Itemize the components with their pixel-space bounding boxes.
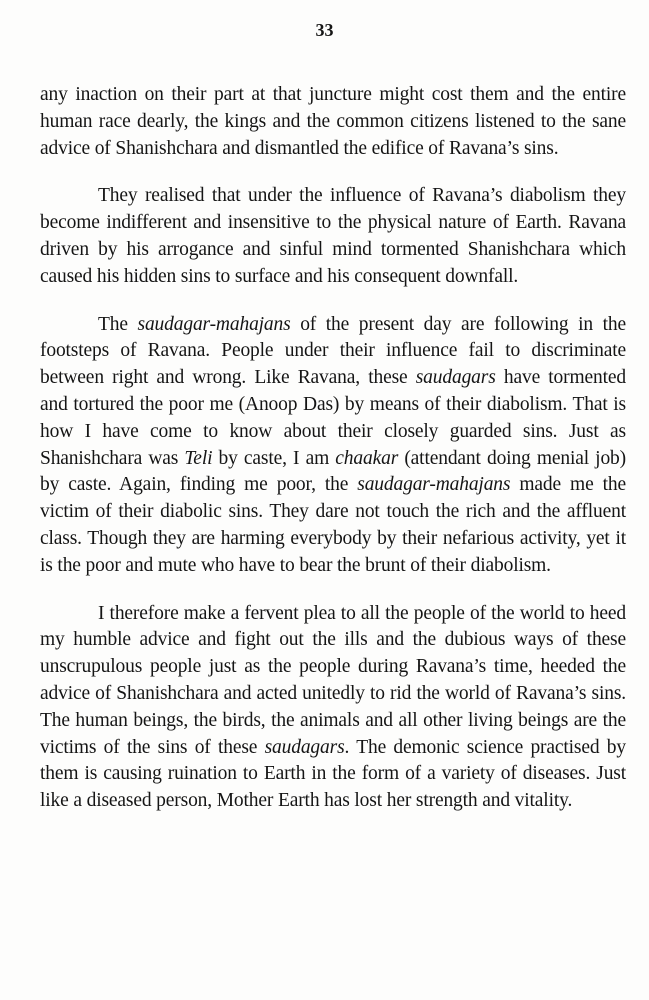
body-text xyxy=(40,82,626,836)
italic-term: saudagars xyxy=(264,736,345,758)
text-run: I therefore make a fervent plea to all the people of the world to heed my humble advice and fight out the ills and the dubious ways of these unscrupulous people just as the people during Ravana’s time, heeded the advice of Shanishchara and acted unitedly to rid the world of Ravana’s sins. The human beings, the birds, the animals and all other living beings are the victims of the sins of these xyxy=(40,602,626,758)
paragraph-1 xyxy=(40,82,626,162)
italic-term: saudagars xyxy=(415,367,496,389)
text-run: The xyxy=(98,313,138,335)
paragraph-2 xyxy=(40,183,626,290)
text-run: of the present day are following in the footsteps of Ravana. People under their influence fail to discriminate between right and wrong. Like Ravana, these xyxy=(40,313,626,389)
text-run: any inaction on their part at that juncture might cost them and the entire human race dearly, the kings and the common citizens listened to the sane advice of Shanishchara and dismantled the edifice of Ravana’s sins. xyxy=(40,84,626,159)
text-run: by caste, I am xyxy=(212,447,336,469)
paragraph-4 xyxy=(40,601,626,815)
text-run: They realised that under the influence of Ravana’s diabolism they become indifferent and insensitive to the physical nature of Earth. Ravana driven by his arrogance and sinful mind tormented Shanishchara which caused his hidden sins to surface and his consequent downfall. xyxy=(40,185,626,287)
text-run: made me the victim of their diabolic sins. They dare not touch the rich and the affluent class. Though they are harming everybody by their nefarious activity, yet it is the poor and mute who have to bear the brunt of their diabolism. xyxy=(40,474,626,576)
page-number: 33 xyxy=(315,20,334,40)
italic-term: Teli xyxy=(184,447,213,469)
text-run: (attendant doing menial job) by caste. Again, finding me poor, the xyxy=(40,447,626,496)
text-run: . The demonic science practised by them is causing ruination to Earth in the form of a variety of diseases. Just like a diseased person, Mother Earth has lost her strength and vitality. xyxy=(40,736,626,812)
paragraph-3 xyxy=(40,312,626,580)
text-run: have tormented and tortured the poor me (Anoop Das) by means of their diabolism. That is how I have come to know about their closely guarded sins. Just as Shanishchara was xyxy=(40,367,626,469)
italic-term: saudagar-mahajans xyxy=(137,313,291,335)
italic-term: chaakar xyxy=(335,447,399,469)
italic-term: saudagar-mahajans xyxy=(357,474,511,496)
